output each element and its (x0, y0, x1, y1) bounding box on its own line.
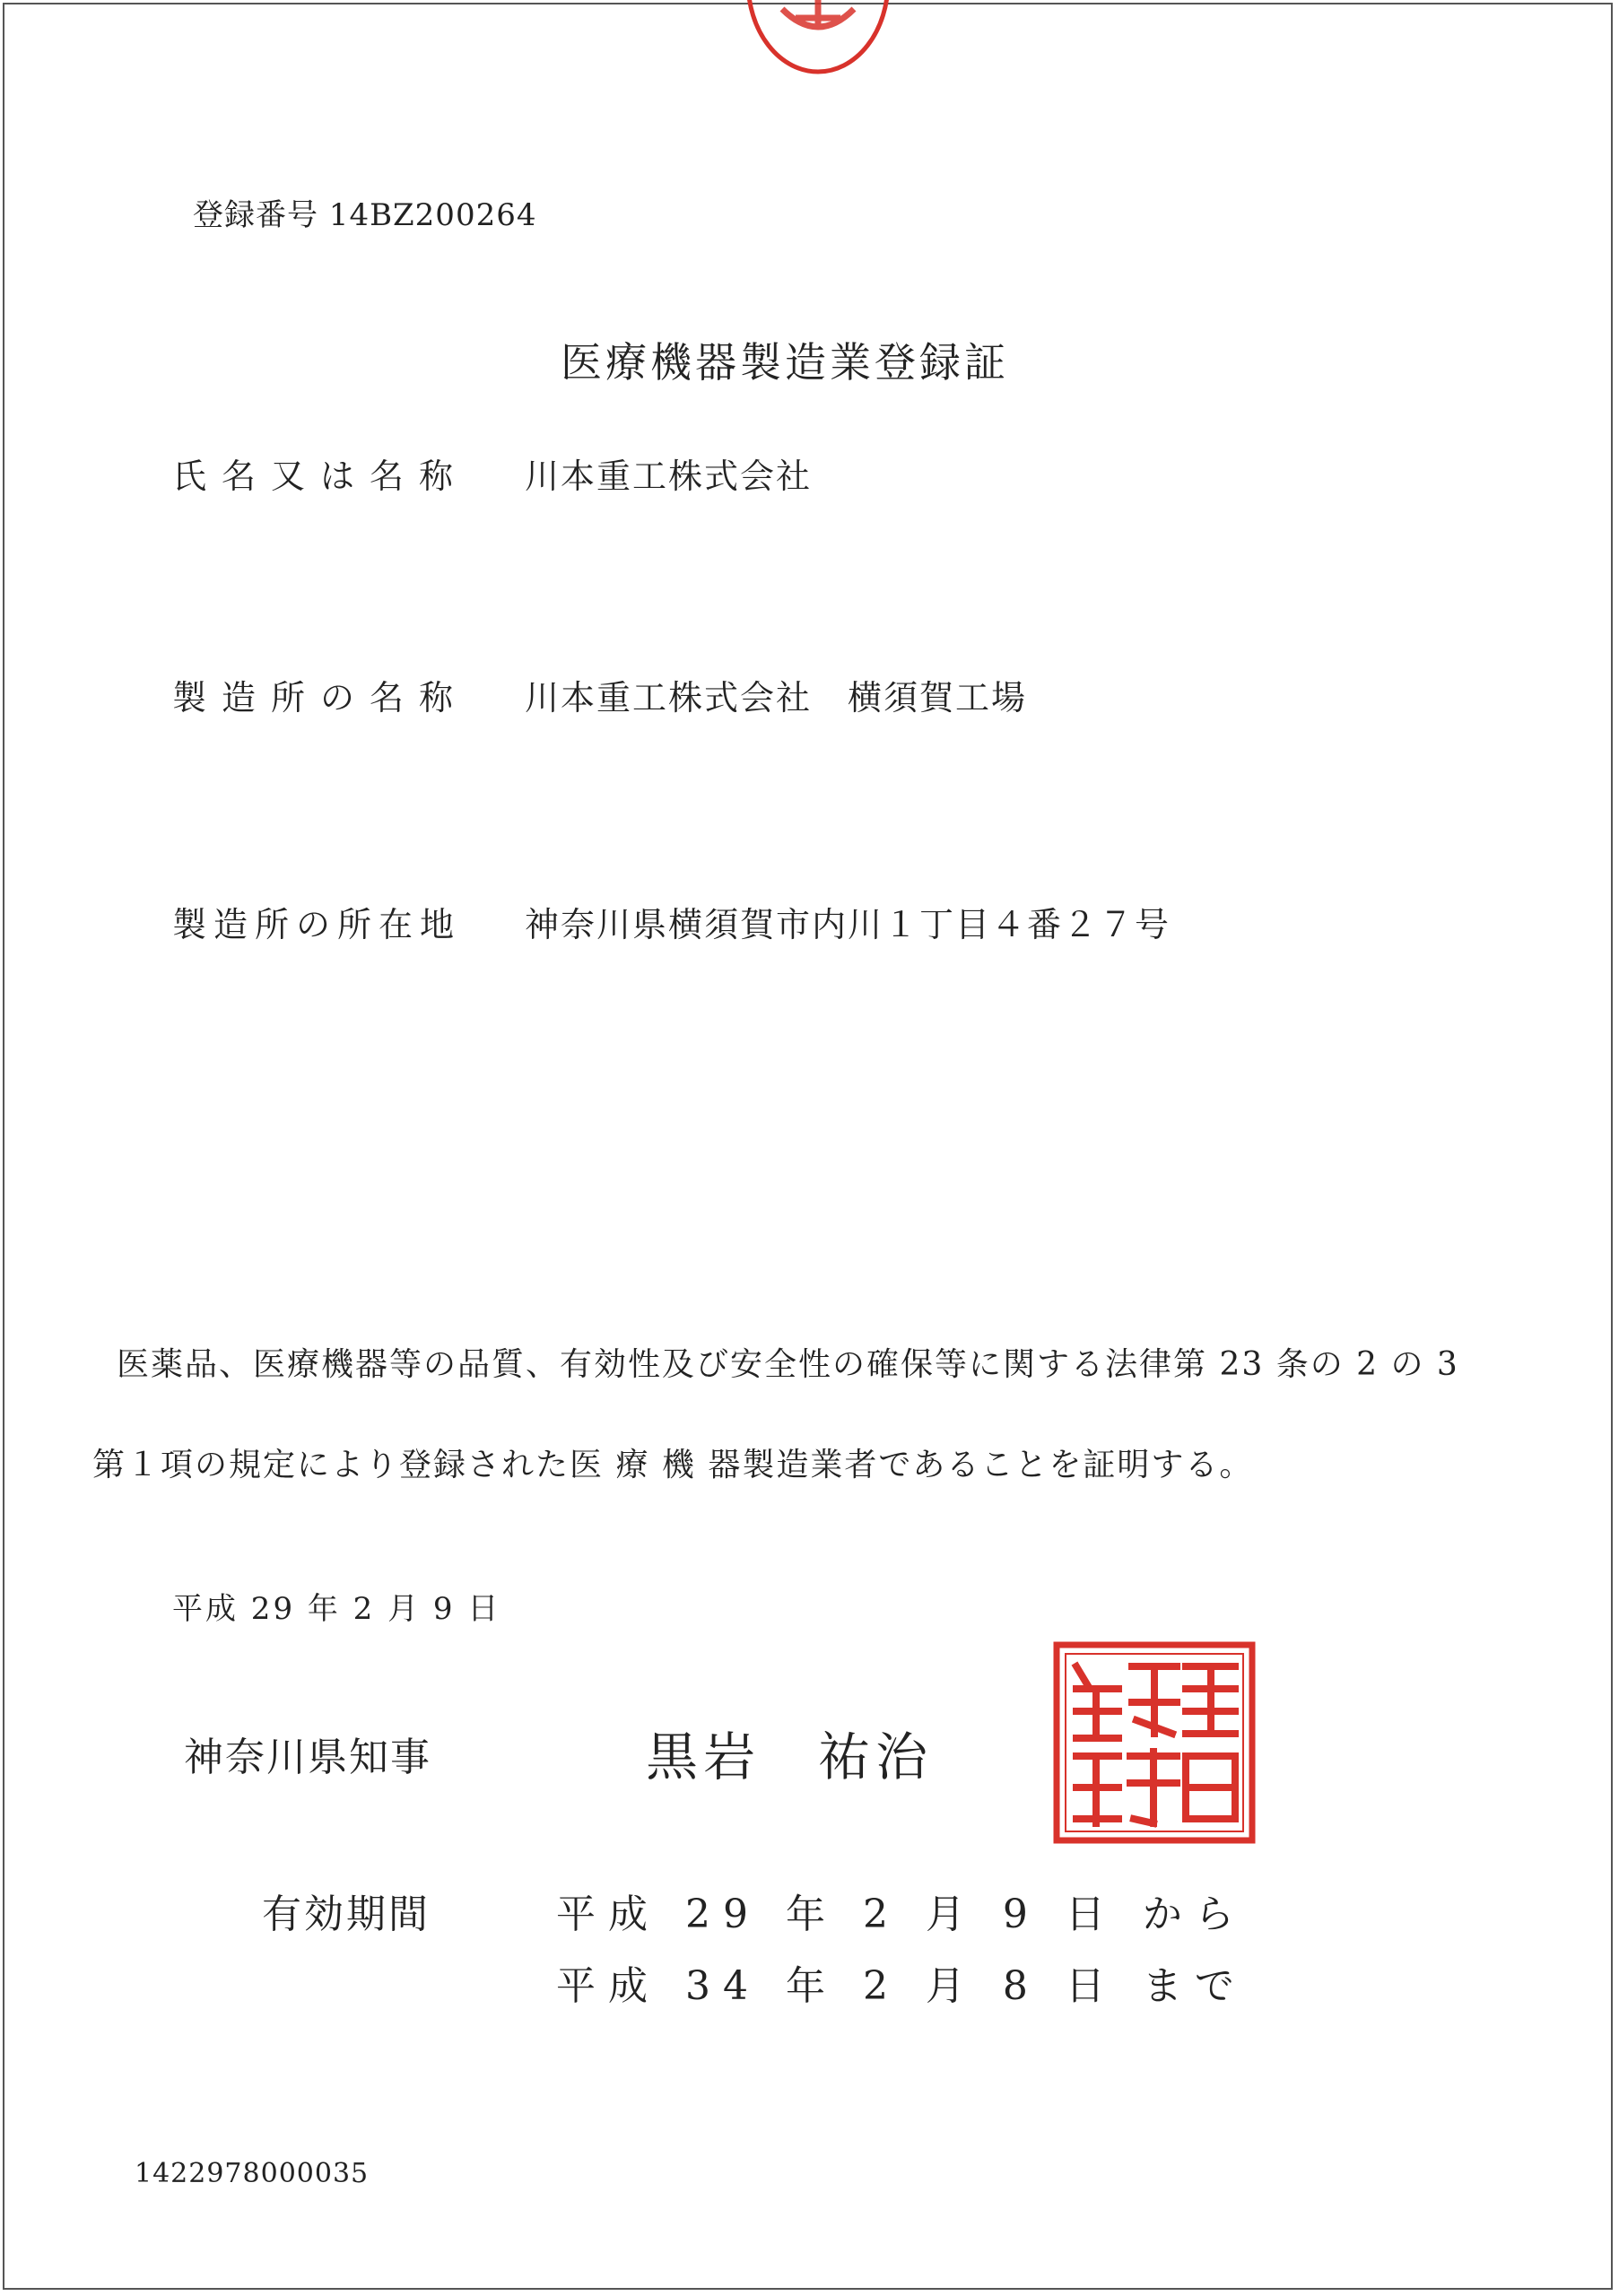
validity-from: 平成 29 年 2 月 9 日 から (556, 1892, 1247, 1937)
statement-line-1: 医薬品、医療機器等の品質、有効性及び安全性の確保等に関する法律第 23 条の 2 の 3 (117, 1346, 1459, 1383)
validity-label: 有効期間 (262, 1892, 431, 1937)
document-title: 医療機器製造業登録証 (561, 338, 1009, 387)
governor-seal-icon (1051, 1639, 1258, 1846)
field-value-facility-address: 神奈川県横須賀市内川１丁目４番２７号 (525, 905, 1171, 944)
governor-title: 神奈川県知事 (184, 1735, 431, 1780)
statement-line-2: 第１項の規定により登録された医 療 機 器製造業者であることを証明する。 (92, 1447, 1254, 1483)
field-label-facility-name: 製造所の名称 (172, 678, 469, 718)
top-partial-seal (728, 0, 908, 90)
field-label-name: 氏名又は名称 (172, 457, 469, 496)
validity-to: 平成 34 年 2 月 8 日 まで (556, 1963, 1247, 2009)
governor-name: 黒岩 祐治 (646, 1726, 934, 1787)
issue-date: 平成 29 年 2 月 9 日 (172, 1591, 501, 1627)
registration-number: 登録番号 14BZ200264 (193, 197, 537, 233)
field-label-facility-address: 製造所の所在地 (172, 905, 462, 944)
field-value-name: 川本重工株式会社 (525, 457, 813, 496)
document-number: 1422978000035 (135, 2158, 370, 2189)
field-value-facility-name: 川本重工株式会社 横須賀工場 (525, 678, 1028, 718)
